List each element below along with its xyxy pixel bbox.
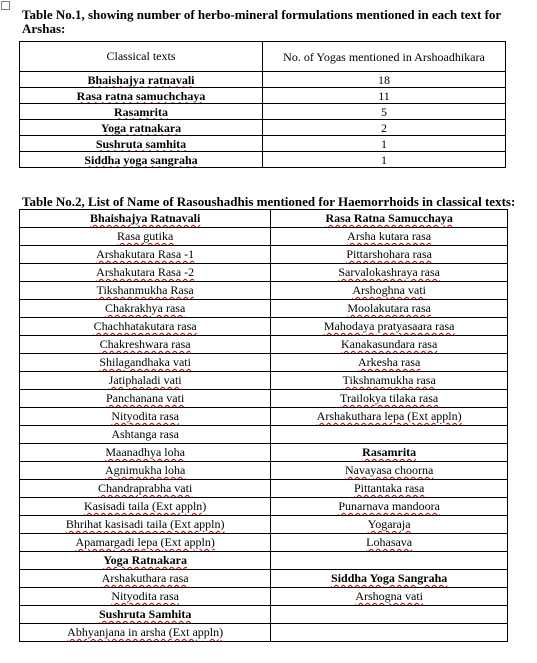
right-cell [271,552,508,570]
table-row [20,264,508,282]
table-row [20,336,508,354]
right-cell [271,606,508,624]
left-cell: Chakreshwara rasa [20,336,271,354]
left-cell: Arshakutara Rasa -1 [20,246,271,264]
table-row [20,624,508,642]
count-cell: 5 [263,104,506,120]
left-cell: Apamargadi lepa (Ext appln) [20,534,271,552]
left-cell: Tikshanmukha Rasa [20,282,271,300]
header-bhaishajya-ratnavali: Bhaishajya Ratnavali [20,210,271,228]
table-row [20,444,508,462]
right-cell: Kanakasundara rasa [271,336,508,354]
table-row [20,72,506,88]
right-cell: Trailokya tilaka rasa [271,390,508,408]
left-cell: Chachhatakutara rasa [20,318,271,336]
left-cell: Jatiphaladi vati [20,372,271,390]
text-name-cell: Yoga ratnakara [20,120,263,136]
right-cell: Pittarshohara rasa [271,246,508,264]
formulation-count-table [19,41,506,168]
left-cell: Nityodita rasa [20,408,271,426]
left-cell: Rasa gutika [20,228,271,246]
header-classical-texts: Classical texts [20,42,263,72]
table-row [20,246,508,264]
right-cell: Navayasa choorna [271,462,508,480]
table-row [20,228,508,246]
left-cell: Kasisadi taila (Ext appln) [20,498,271,516]
section-heading-rasamrita: Rasamrita [271,444,508,462]
text-name-cell: Sushruta samhita [20,136,263,152]
count-cell: 1 [263,136,506,152]
right-cell: Punarnava mandoora [271,498,508,516]
table-row [20,606,508,624]
rasoushadhi-list-table [19,209,508,642]
right-cell: Yogaraja [271,516,508,534]
table-row [20,152,506,168]
table-row [20,462,508,480]
left-cell: Agnimukha loha [20,462,271,480]
table-row [20,300,508,318]
text-name-cell: Bhaishajya ratnavali [20,72,263,88]
table-row [20,136,506,152]
table-row [20,408,508,426]
table-row [20,534,508,552]
table1-caption: Table No.1, showing number of herbo-mineral formulations mentioned in each text for Arshas: [22,7,501,36]
section-heading-yoga-ratnakara: Yoga Ratnakara [20,552,271,570]
left-cell: Chandraprabha vati [20,480,271,498]
table-row [20,372,508,390]
left-cell: Chakrakhya rasa [20,300,271,318]
left-cell: Nityodita rasa [20,588,271,606]
document-corner-mark [1,1,10,10]
count-cell: 18 [263,72,506,88]
table-row [20,588,508,606]
table2-caption: Table No.2, List of Name of Rasoushadhis mentioned for Haemorrhoids in classical texts: [22,194,516,209]
right-cell: Sarvalokashraya rasa [271,264,508,282]
text-name-cell: Rasa ratna samuchchaya [20,88,263,104]
table-row [20,570,508,588]
left-cell: Arshakuthara rasa [20,570,271,588]
right-cell: Pittantaka rasa [271,480,508,498]
table-row [20,120,506,136]
table-row [20,426,508,444]
left-cell: Abhyanjana in arsha (Ext appln) [20,624,271,642]
table-row [20,88,506,104]
text-name-cell: Siddha yoga sangraha [20,152,263,168]
left-cell: Maanadhya loha [20,444,271,462]
right-cell: Lohasava [271,534,508,552]
count-cell: 1 [263,152,506,168]
right-cell [271,624,508,642]
header-no-of-yogas-text: No. of Yogas mentioned in Arshoadhikara [283,49,485,64]
right-cell: Arshoghna vati [271,282,508,300]
left-cell: Bhrihat kasisadi taila (Ext appln) [20,516,271,534]
header-no-of-yogas [263,42,506,72]
right-cell: Arshakuthara lepa (Ext appln) [271,408,508,426]
table-row [20,516,508,534]
left-cell: Shilagandhaka vati [20,354,271,372]
table-row [20,498,508,516]
left-cell: Ashtanga rasa [20,426,271,444]
count-cell: 2 [263,120,506,136]
right-cell: Mahodaya pratyasaara rasa [271,318,508,336]
right-cell: Moolakutara rasa [271,300,508,318]
table-row [20,390,508,408]
left-cell: Panchanana vati [20,390,271,408]
right-cell: Arkesha rasa [271,354,508,372]
table-row [20,104,506,120]
table-row [20,552,508,570]
left-cell: Arshakutara Rasa -2 [20,264,271,282]
section-heading-siddha-yoga-sangraha: Siddha Yoga Sangraha [271,570,508,588]
section-heading-sushruta-samhita: Sushruta Samhita [20,606,271,624]
right-cell: Arshogna vati [271,588,508,606]
right-cell [271,426,508,444]
table-row [20,480,508,498]
count-cell: 11 [263,88,506,104]
text-name-cell: Rasamrita [20,104,263,120]
table-row [20,282,508,300]
table-row [20,354,508,372]
right-cell: Arsha kutara rasa [271,228,508,246]
table-row [20,318,508,336]
right-cell: Tikshnamukha rasa [271,372,508,390]
header-rasa-ratna-samucchaya: Rasa Ratna Samucchaya [271,210,508,228]
